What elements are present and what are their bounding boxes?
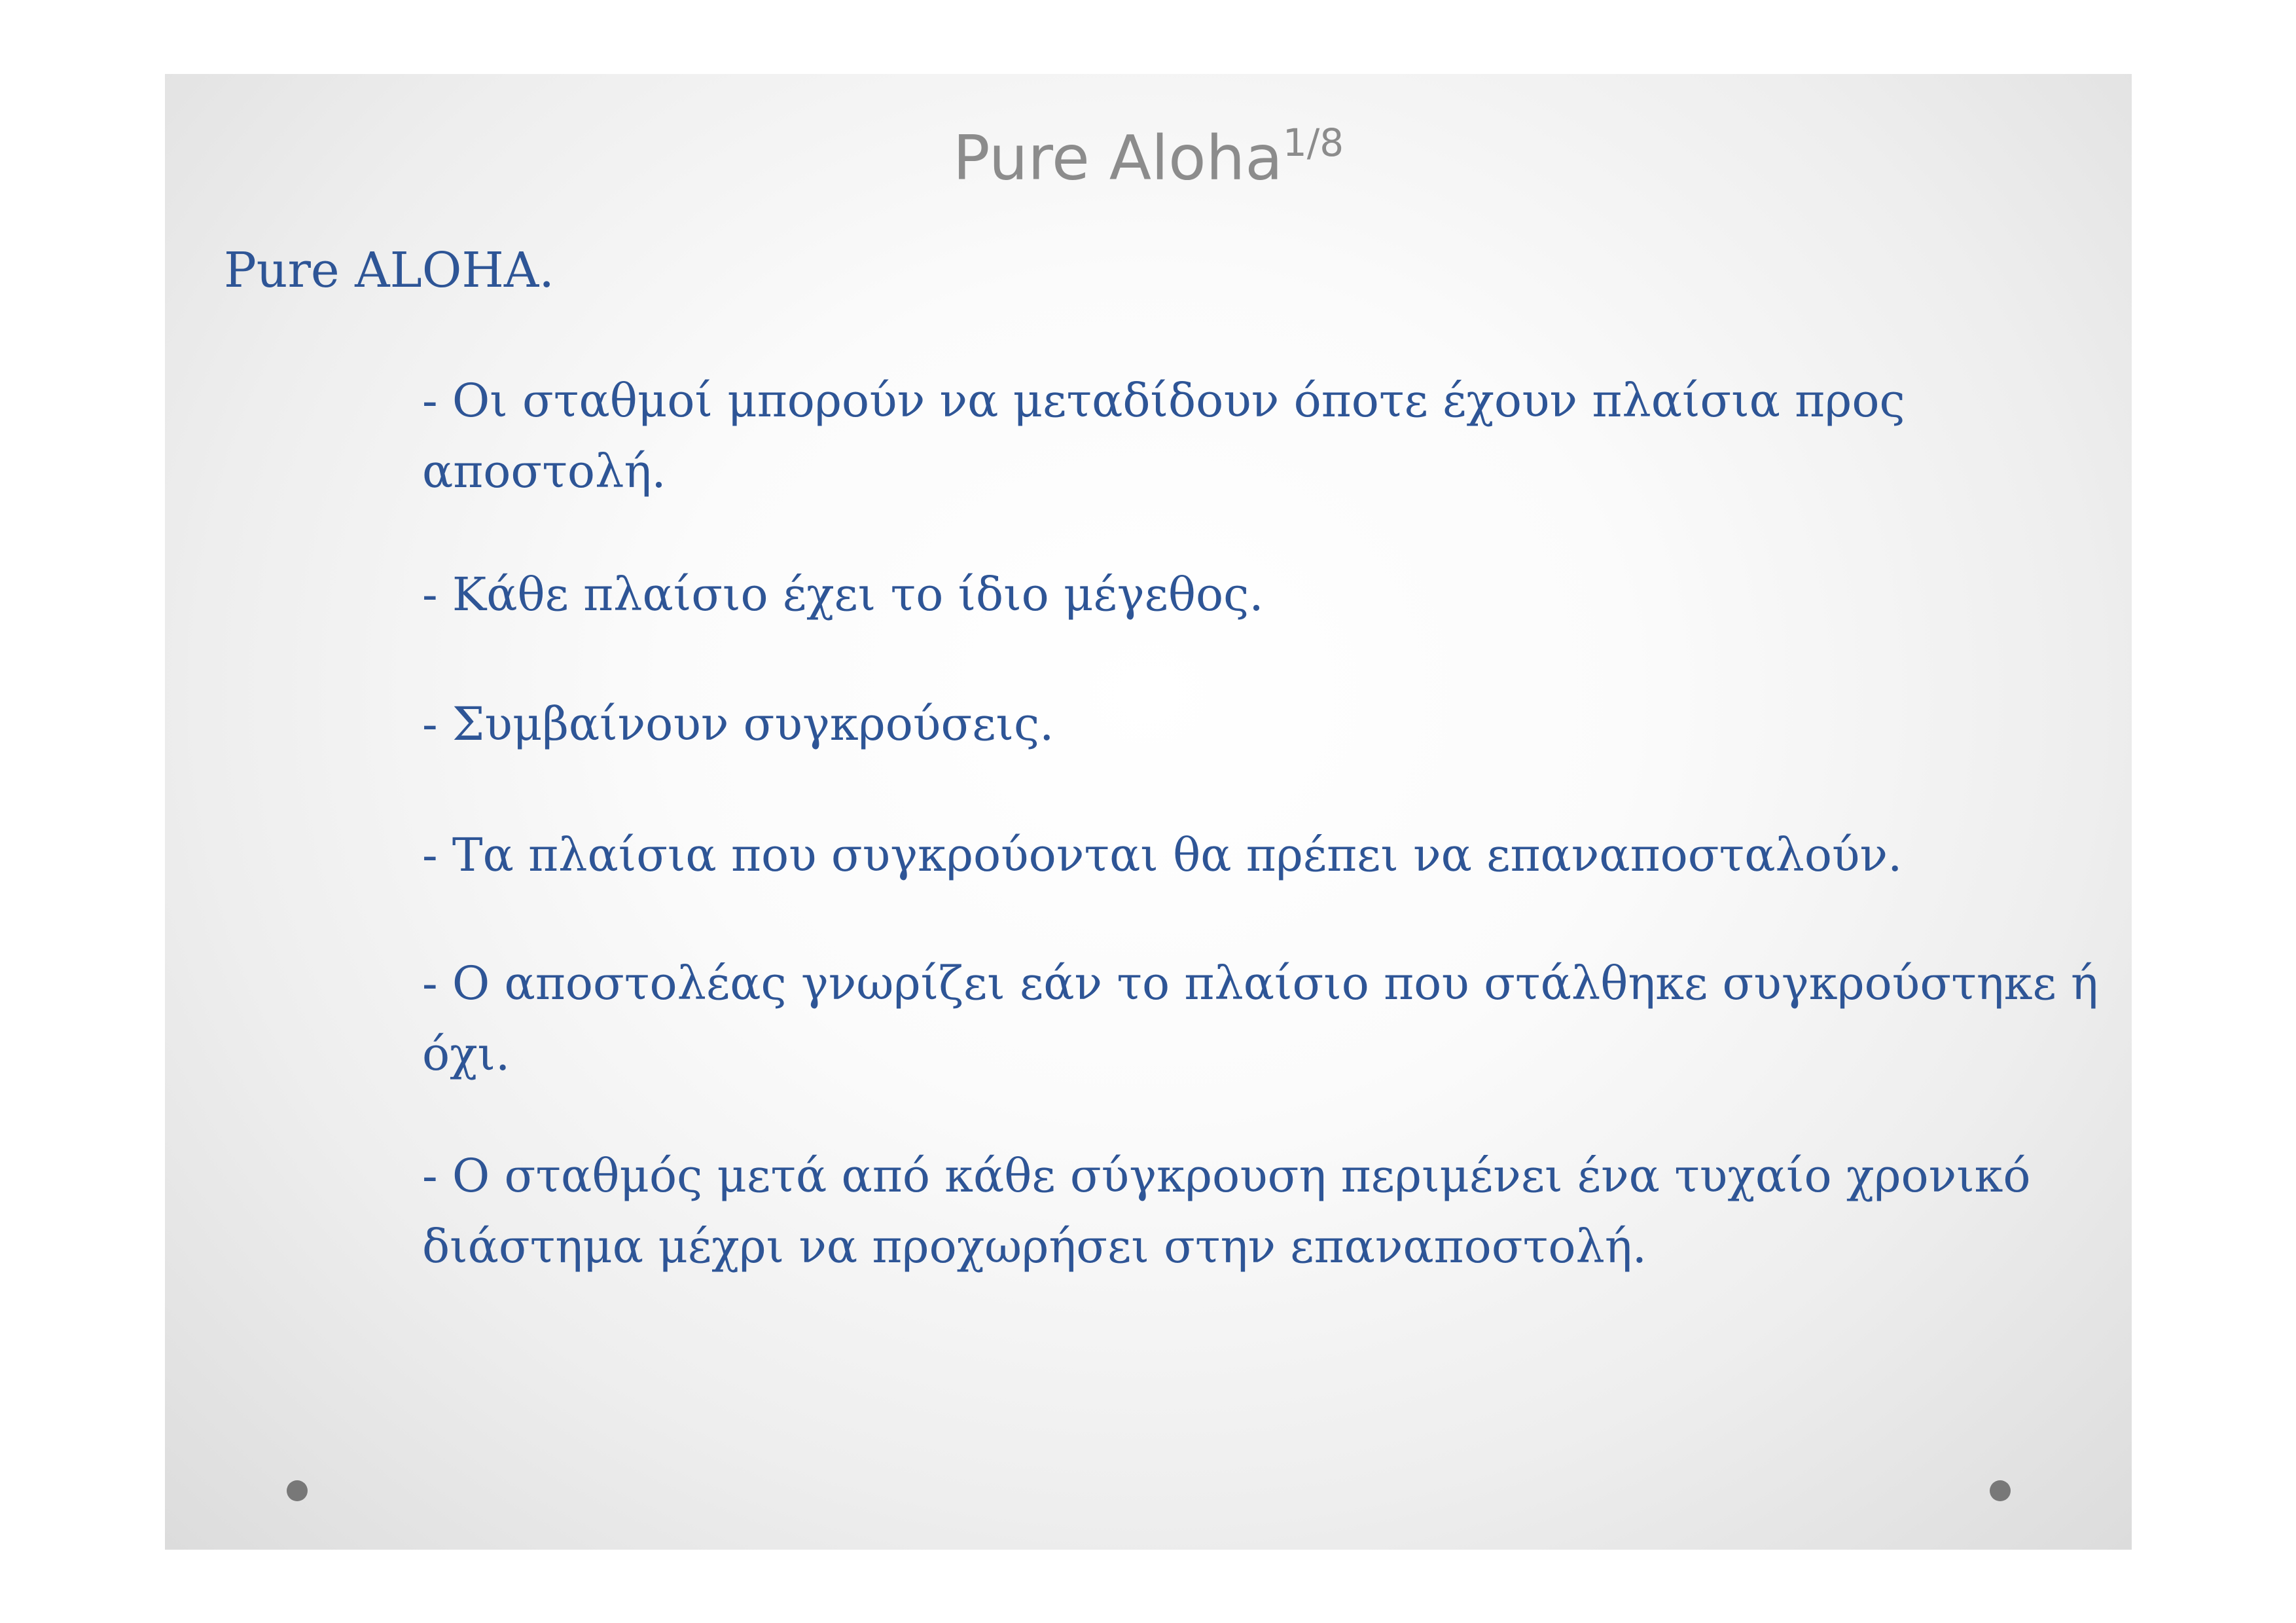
slide-title-text: Pure Aloha [952, 122, 1283, 194]
decorative-dot-right [1990, 1480, 2011, 1501]
slide-heading: Pure ALOHA. [224, 242, 554, 299]
bullet-item: - Ο αποστολέας γνωρίζει εάν το πλαίσιο που στάλθηκε συγκρούστηκε ή όχι. [422, 957, 2098, 1081]
bullet-item: - Οι σταθμοί μπορούν να μεταδίδουν όποτε έχουν πλαίσια προς αποστολή. [422, 374, 1905, 498]
decorative-dot-left [287, 1480, 308, 1501]
bullet-list [422, 365, 2104, 1282]
bullet-item: - Ο σταθμός μετά από κάθε σύγκρουση περιμένει ένα τυχαίο χρονικό διάστημα μέχρι να προχωρήσει στην επαναποστολή. [422, 1149, 2031, 1273]
slide-title [165, 99, 2132, 204]
bullet-item: - Τα πλαίσια που συγκρούονται θα πρέπει να επαναποσταλούν. [422, 828, 1903, 882]
slide [165, 74, 2132, 1550]
bullet-item: - Κάθε πλαίσιο έχει το ίδιο μέγεθος. [422, 568, 1264, 621]
bullet-item: - Συμβαίνουν συγκρούσεις. [422, 697, 1054, 751]
slide-page-number: 1/8 [1282, 120, 1344, 166]
